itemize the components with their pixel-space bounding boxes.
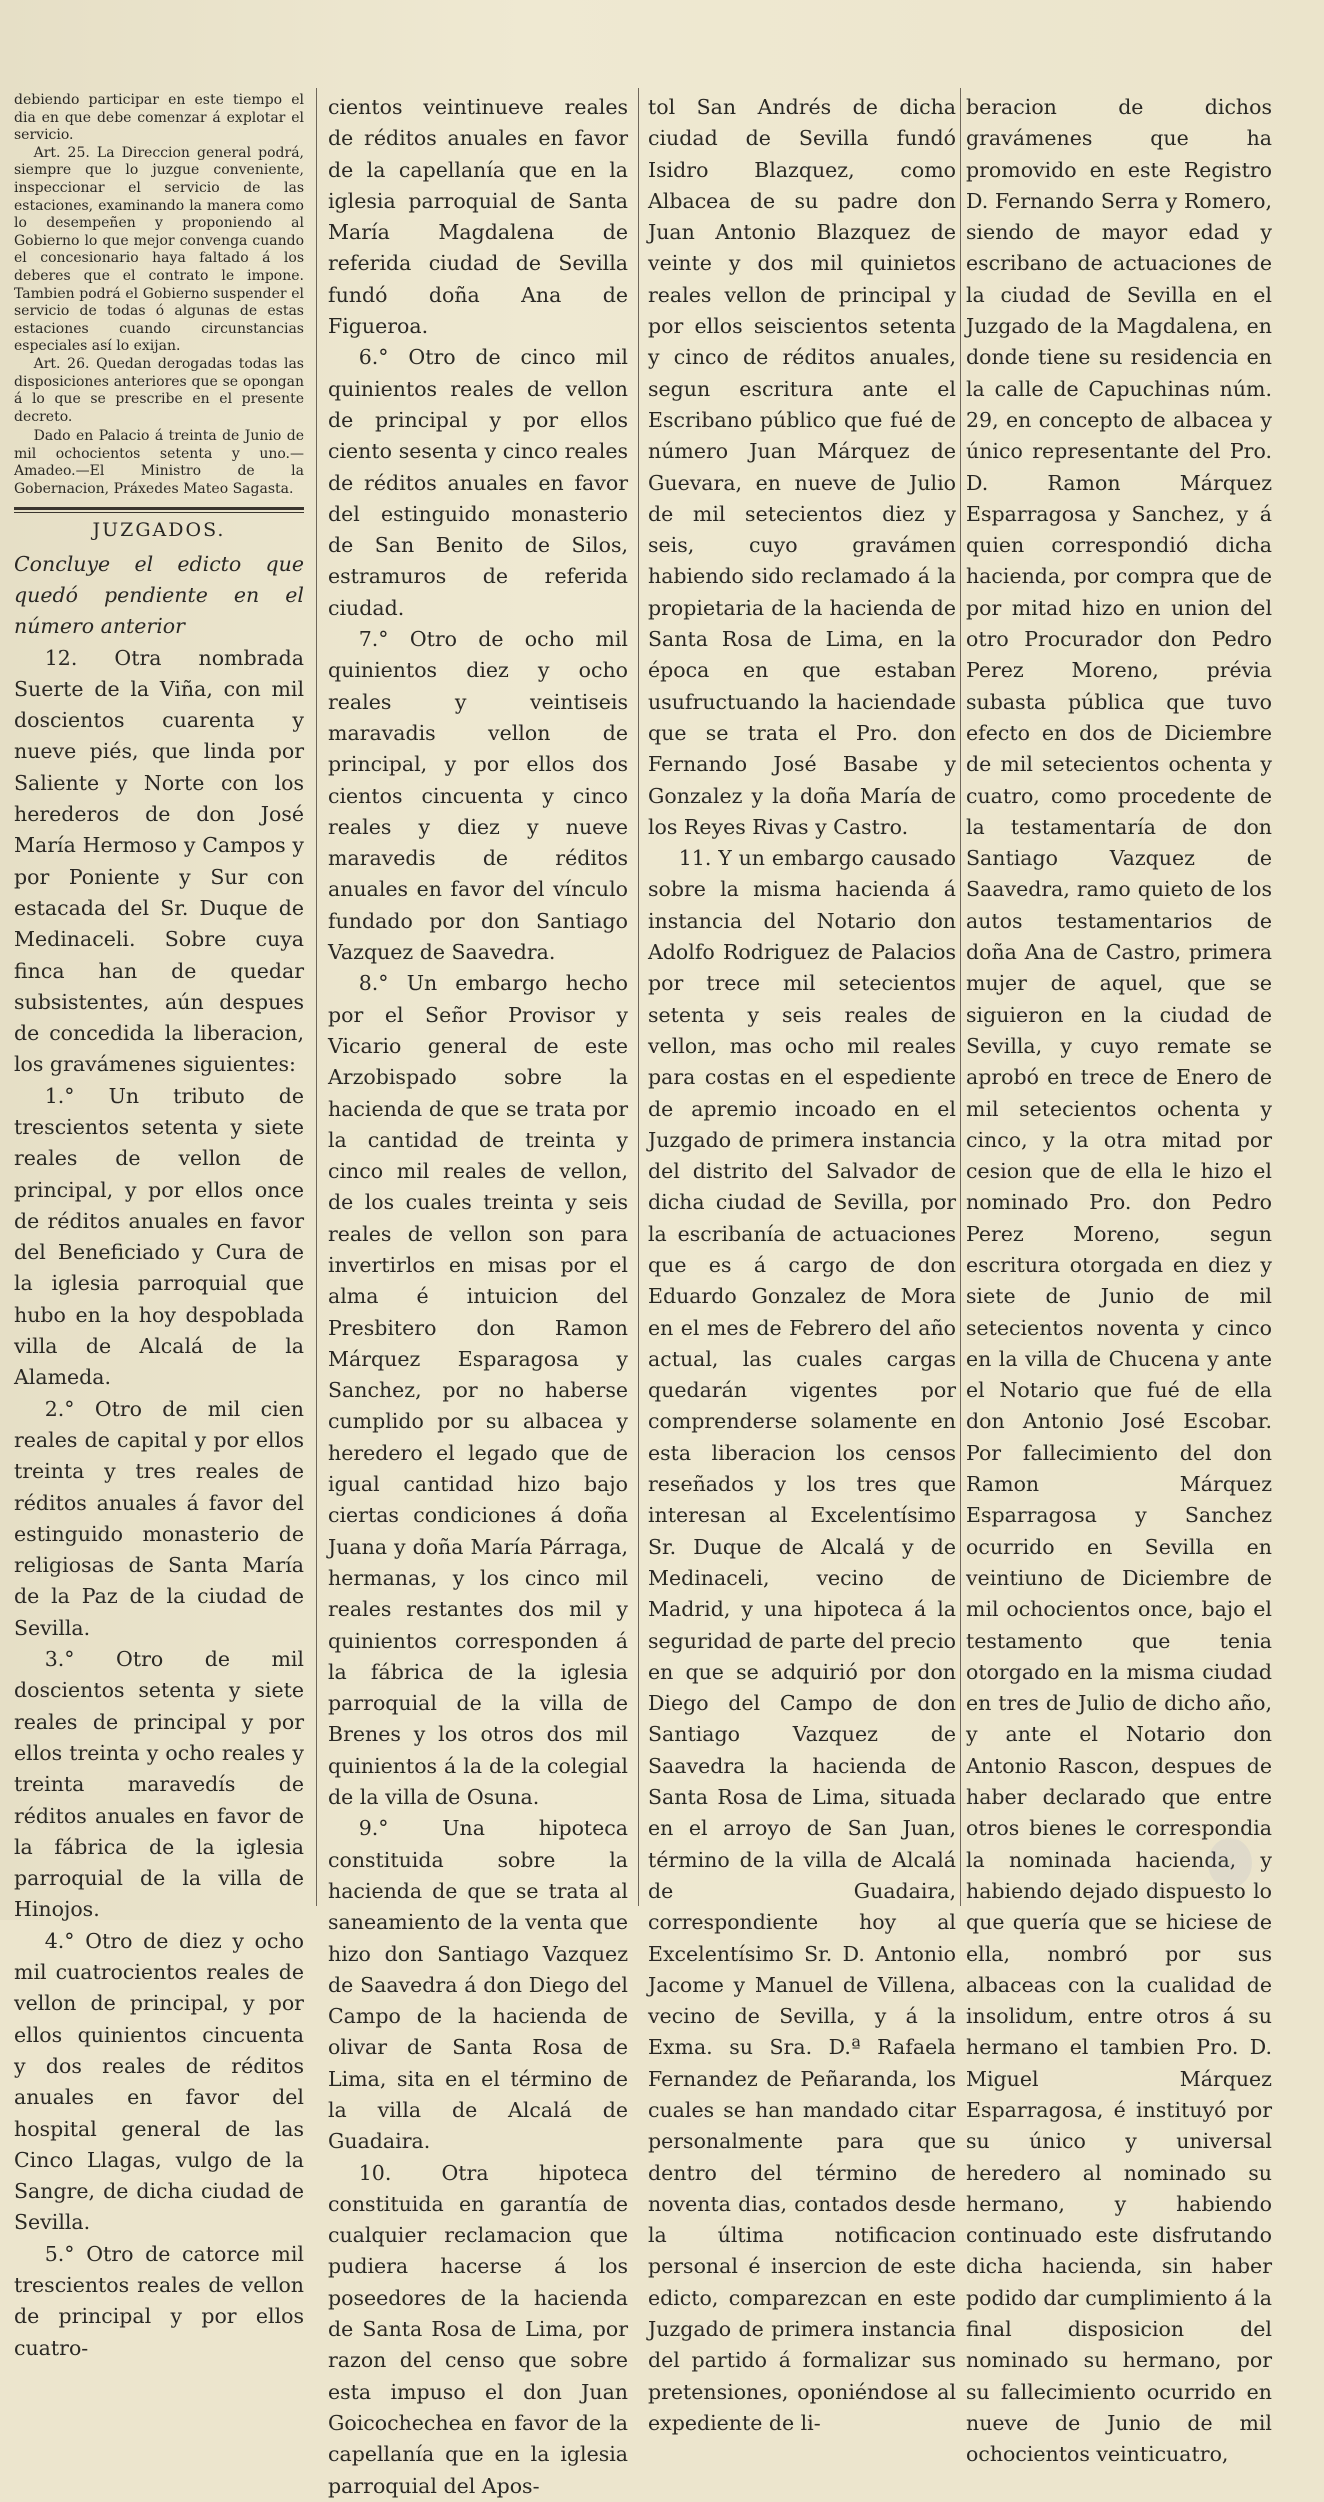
edict-paragraph: beracion de dichos gravámenes que ha promovido en este Registro D. Fernando Serra y Romero, siendo de mayor edad y escribano de actuaciones de la ciudad de Sevilla en el Juzgado de la Magdalena, en donde tiene su residencia en la calle de Capuchinas núm. 29, en concepto de albacea y único representante del Pro. D. Ramon Márquez Esparragosa y Sanchez, y á quien correspondió dicha hacienda, por compra que de por mitad hizo en union del otro Procurador don Pedro Perez Moreno, prévia subasta pública que tuvo efecto en dos de Diciembre de mil setecientos ochenta y cuatro, como procedente de la testamentaría de don Santiago Vazquez de Saavedra, ramo quieto de los autos testamentarios de doña Ana de Castro, primera mujer de aquel, que se siguieron en la ciudad de Sevilla, y cuyo remate se aprobó en trece de Enero de mil setecientos ochenta y cinco, y la otra mitad por cesion que de ella le hizo el nominado Pro. don Pedro Perez Moreno, segun escritura otorgada en diez y siete de Junio de mil setecientos noventa y cinco en la villa de Chucena y ante el Notario que fué de ella don Antonio José Escobar. Por fallecimiento del don Ramon Márquez Esparragosa y Sanchez ocurrido en Sevilla en veintiuno de Diciembre de mil ochocientos once, bajo el testamento que tenia otorgado en la misma ciudad en tres de Julio de dicho año, y ante el Notario don Antonio Rascon, despues de haber declarado que entre otros bienes le correspondia la nominada hacienda, y habiendo dejado dispuesto lo que quería que se hiciese de ella, nombró por sus albaceas con la cualidad de insolidum, entre otros á su hermano el tambien Pro. D. Miguel Márquez Esparragosa, é instituyó por su único y universal heredero al nominado su hermano, y habiendo continuado este disfrutando dicha hacienda, sin haber podido dar cumplimiento á la final disposicion del nominado su hermano, por su fallecimiento ocurrido en nueve de Junio de mil ochocientos veinticuatro,: [966, 95, 1272, 2467]
edict-text: [14, 549, 304, 2364]
edict-paragraph: 3.° Otro de mil doscientos setenta y siete reales de principal y por ellos treinta y ocho reales y treinta maravedís de réditos anuales en favor de la fábrica de la iglesia parroquial de la villa de Hinojos.: [14, 1647, 304, 1922]
edict-paragraph: 4.° Otro de diez y ocho mil cuatrocientos reales de vellon de principal, y por ellos quinientos cincuenta y dos reales de réditos anuales en favor del hospital general de las Cinco Llagas, vulgo de la Sangre, de dicha ciudad de Sevilla.: [14, 1928, 304, 2235]
column-1: [14, 92, 304, 2360]
edict-paragraph: cientos veintinueve reales de réditos anuales en favor de la capellanía que en la iglesia parroquial de Santa María Magdalena de referida ciudad de Sevilla fundó doña Ana de Figueroa.: [328, 95, 628, 339]
column-4: [966, 92, 1272, 2467]
column-divider: [638, 88, 639, 1906]
column-3: [648, 92, 956, 2435]
decree-text: [14, 92, 304, 499]
edict-text: [966, 92, 1272, 2471]
decree-signature: Dado en Palacio á treinta de Junio de mil ochocientos setenta y uno.— Amadeo.—El Ministro de la Gobernacion, Práxedes Mateo Sagasta.: [14, 428, 304, 498]
decree-article-25: Art. 25. La Direccion general podrá, siempre que lo juzgue conveniente, inspeccionar el servicio de las estaciones, examinando la manera como lo desempeñen y proponiendo al Gobierno lo que mejor convenga cuando el concesionario haya faltado á los deberes que el contrato le impone. Tambien podrá el Gobierno suspender el servicio de todas ó algunas de estas estaciones cuando circunstancias especiales así lo exijan.: [14, 144, 304, 355]
edict-text: [328, 92, 628, 2502]
edict-paragraph: 1.° Un tributo de trescientos setenta y siete reales de vellon de principal, y por ellos once de réditos anuales en favor del Beneficiado y Cura de la iglesia parroquial que hubo en la hoy despoblada villa de Alcalá de la Alameda.: [14, 1083, 304, 1390]
column-2: [328, 92, 628, 2498]
section-divider: [14, 507, 304, 513]
edict-paragraph: 11. Y un embargo causado sobre la misma hacienda á instancia del Notario don Adolfo Rodriguez de Palacios por trece mil setecientos setenta y seis reales de vellon, mas ocho mil reales para costas en el espediente de apremio incoado en el Juzgado de primera instancia del distrito del Salvador de dicha ciudad de Sevilla, por la escribanía de actuaciones que es á cargo de don Eduardo Gonzalez de Mora en el mes de Febrero del año actual, las cuales cargas quedarán vigentes por comprenderse solamente en esta liberacion los censos reseñados y los tres que interesan al Excelentísimo Sr. Duque de Alcalá y de Medinaceli, vecino de Madrid, y una hipoteca á la seguridad de parte del precio en que se adquirió por don Diego del Campo de don Santiago Vazquez de Saavedra la hacienda de Santa Rosa de Lima, situada en el arroyo de San Juan, término de la villa de Alcalá de Guadaira, correspondiente hoy al Excelentísimo Sr. D. Antonio Jacome y Manuel de Villena, vecino de Sevilla, y á la Exma. su Sra. D.ª Rafaela Fernandez de Peñaranda, los cuales se han mandado citar personalmente para que dentro del término de noventa dias, contados desde la última notificacion personal é insercion de este edicto, comparezcan en este Juzgado de primera instancia del partido á formalizar sus pretensiones, oponiéndose al expediente de li-: [648, 846, 956, 2435]
edict-paragraph: 8.° Un embargo hecho por el Señor Provisor y Vicario general de este Arzobispado sobre la hacienda de que se trata por la cantidad de treinta y cinco mil reales de vellon, de los cuales treinta y seis reales de vellon son para invertirlos en misas por el alma é intuicion del Presbitero don Ramon Márquez Esparagosa y Sanchez, por no haberse cumplido por su albacea y heredero el legado que de igual cantidad hizo bajo ciertas condiciones á doña Juana y doña María Párraga, hermanas, y los cinco mil reales restantes dos mil y quinientos corresponden á la fábrica de la iglesia parroquial de la villa de Brenes y los otros dos mil quinientos á la de la colegial de la villa de Osuna.: [328, 971, 628, 1810]
library-stamp: [1208, 1838, 1252, 1888]
edict-paragraph: 6.° Otro de cinco mil quinientos reales de vellon de principal y por ellos ciento sesenta y cinco reales de réditos anuales en favor del estinguido monasterio de San Benito de Silos, estramuros de referida ciudad.: [328, 345, 628, 620]
decree-paragraph: debiendo participar en este tiempo el dia en que debe comenzar á explotar el servicio.: [14, 92, 304, 144]
edict-text: [648, 92, 956, 2439]
section-title: JUZGADOS.: [92, 518, 226, 541]
edict-paragraph: tol San Andrés de dicha ciudad de Sevilla fundó Isidro Blazquez, como Albacea de su padre don Juan Antonio Blazquez de veinte y dos mil quinietos reales vellon de principal y por ellos seiscientos setenta y cinco de réditos anuales, segun escritura ante el Escribano público que fué de número Juan Márquez de Guevara, en nueve de Julio de mil setecientos diez y seis, cuyo gravámen habiendo sido reclamado á la propietaria de la hacienda de Santa Rosa de Lima, en la época en que estaban usufructuando la haciendade que se trata el Pro. don Fernando José Basabe y Gonzalez y la doña María de los Reyes Rivas y Castro.: [648, 95, 956, 839]
edict-paragraph: 7.° Otro de ocho mil quinientos diez y ocho reales y veintiseis maravadis vellon de principal, y por ellos dos cientos cincuenta y cinco reales y diez y nueve maravedis de réditos anuales en favor del vínculo fundado por don Santiago Vazquez de Saavedra.: [328, 627, 628, 965]
column-divider: [960, 88, 961, 1906]
edict-paragraph: 9.° Una hipoteca constituida sobre la hacienda de que se trata al saneamiento de la venta que hizo don Santiago Vazquez de Saavedra á don Diego del Campo de la hacienda de olivar de Santa Rosa de Lima, sita en el término de la villa de Alcalá de Guadaira.: [328, 1816, 628, 2154]
edict-paragraph: 2.° Otro de mil cien reales de capital y por ellos treinta y tres reales de réditos anuales á favor del estinguido monasterio de religiosas de Santa María de la Paz de la ciudad de Sevilla.: [14, 1396, 304, 1640]
edict-intro: Concluye el edicto que quedó pendiente en el número anterior: [14, 551, 304, 639]
edict-paragraph: 10. Otra hipoteca constituida en garantía de cualquier reclamacion que pudiera hacerse á los poseedores de la hacienda de Santa Rosa de Lima, por razon del censo que sobre esta impuso el don Juan Goicochechea en favor de la capellanía que en la iglesia parroquial del Apos-: [328, 2160, 628, 2498]
edict-paragraph: 12. Otra nombrada Suerte de la Viña, con mil doscientos cuarenta y nueve piés, que linda por Saliente y Norte con los herederos de don José María Hermoso y Campos y por Poniente y Sur con estacada del Sr. Duque de Medinaceli. Sobre cuya finca han de quedar subsistentes, aún despues de concedida la liberacion, los gravámenes siguientes:: [14, 645, 304, 1077]
decree-article-26: Art. 26. Quedan derogadas todas las disposiciones anteriores que se opongan á lo que se prescribe en el presente decreto.: [14, 355, 304, 425]
edict-paragraph: 5.° Otro de catorce mil trescientos reales de vellon de principal y por ellos cuatro-: [14, 2241, 304, 2360]
column-divider: [316, 88, 317, 1906]
